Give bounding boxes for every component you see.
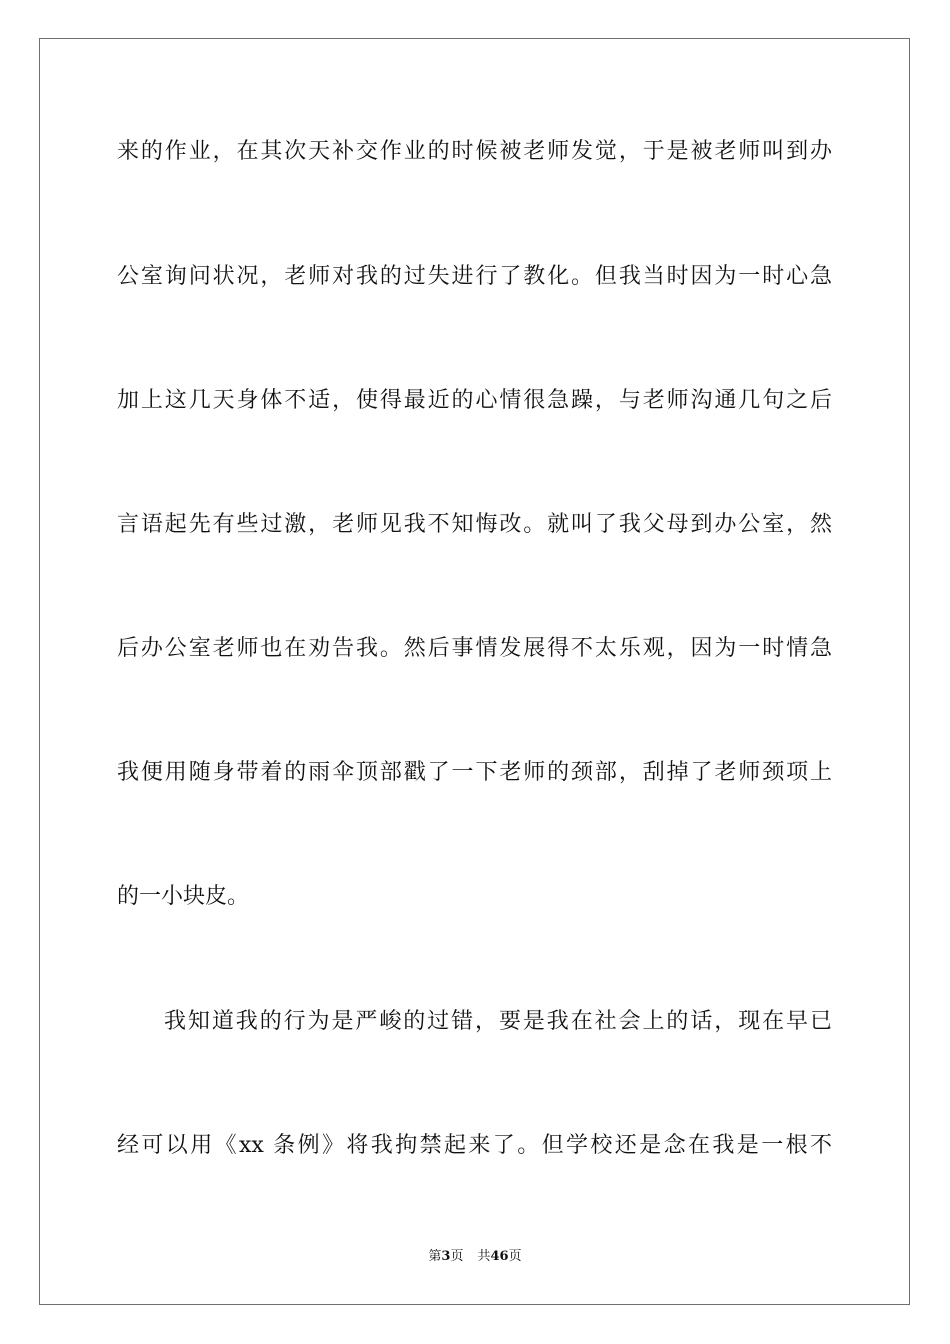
body-line-7: 的一小块皮。	[117, 884, 250, 909]
body-line-1: 来的作业，在其次天补交作业的时候被老师发觉，于是被老师叫到办	[117, 139, 832, 164]
body-line-9: 经可以用《xx 条例》将我拘禁起来了。但学校还是念在我是一根不	[117, 1133, 832, 1158]
page-footer	[0, 1248, 950, 1266]
body-line-3: 加上这几天身体不适，使得最近的心情很急躁，与老师沟通几句之后	[117, 388, 832, 413]
footer-total-number: 46	[490, 1249, 509, 1264]
page-border	[39, 38, 910, 1305]
footer-total-suffix: 页	[508, 1249, 522, 1264]
footer-page-number: 3	[441, 1249, 451, 1264]
body-line-6: 我便用随身带着的雨伞顶部戳了一下老师的颈部，刮掉了老师颈项上	[117, 760, 832, 785]
body-line-8: 我知道我的行为是严峻的过错，要是我在社会上的话，现在早已	[164, 1009, 832, 1034]
footer-total-prefix: 共	[477, 1249, 491, 1264]
body-line-4: 言语起先有些过激，老师见我不知悔改。就叫了我父母到办公室，然	[117, 512, 832, 537]
footer-page-prefix: 第	[428, 1249, 442, 1264]
footer-page-suffix: 页	[450, 1249, 464, 1264]
body-line-5: 后办公室老师也在劝告我。然后事情发展得不太乐观，因为一时情急	[117, 636, 832, 661]
body-line-2: 公室询问状况，老师对我的过失进行了教化。但我当时因为一时心急	[117, 264, 832, 289]
